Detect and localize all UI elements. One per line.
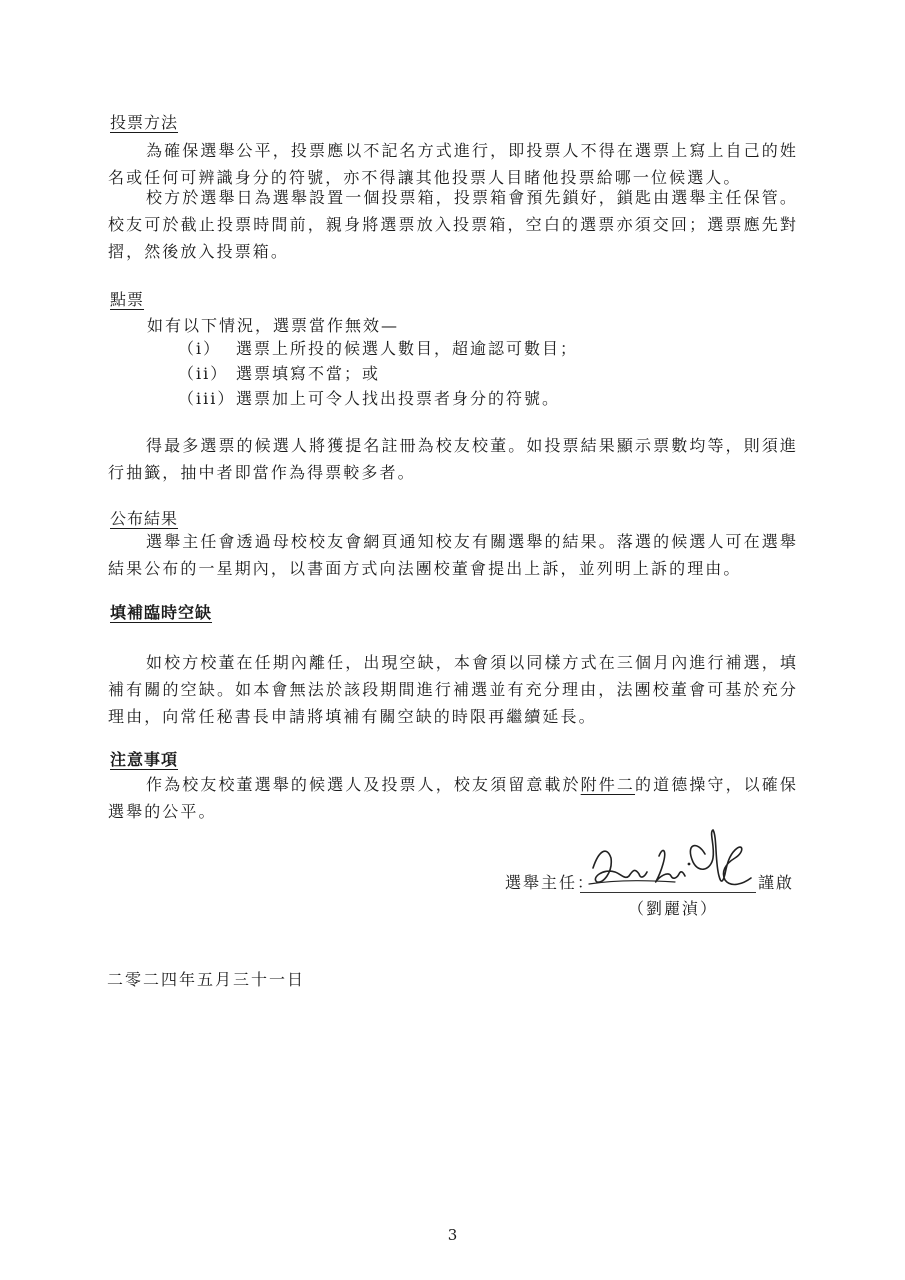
document-date: 二零二四年五月三十一日 [107,970,306,989]
notes-paragraph [108,771,798,825]
results-paragraph: 選舉主任會透過母校校友會網頁通知校友有關選舉的結果。落選的候選人可在選舉結果公布的一星期內，以書面方式向法團校董會提出上訴，並列明上訴的理由。 [108,532,798,578]
item-number: （i） [178,339,222,358]
voting-paragraph-2: 校方於選舉日為選舉設置一個投票箱，投票箱會預先鎖好，鎖匙由選舉主任保管。校友可於截止投票時間前，親身將選票放入投票箱，空白的選票亦須交回；選票應先對摺，然後放入投票箱。 [108,188,798,261]
counting-paragraph-2: 得最多選票的候選人將獲提名註冊為校友校董。如投票結果顯示票數均等，則須進行抽籤，抽中者即當作為得票較多者。 [108,436,798,482]
notes-text-after: 的道德操守，以確保選舉的公平。 [108,775,799,821]
section-heading-counting: 點票 [110,290,145,309]
notes-text-before: 作為校友校董選舉的候選人及投票人，校友須留意載於 [146,775,581,794]
counting-intro: 如有以下情況，選票當作無效— [147,316,400,335]
annex-reference: 附件二 [580,775,636,794]
voting-paragraph-1: 為確保選舉公平，投票應以不記名方式進行，即投票人不得在選票上寫上自己的姓名或任何可辨識身分的符號，亦不得讓其他投票人目睹他投票給哪一位候選人。 [108,141,798,187]
signature-label: 選舉主任： [505,873,596,892]
item-text: 選票上所投的候選人數目，超逾認可數目； [236,339,579,358]
signature-closing: 謹啟 [758,873,795,892]
section-heading-voting: 投票方法 [110,113,179,132]
section-heading-notes: 注意事項 [110,750,179,769]
item-text: 選票加上可令人找出投票者身分的符號。 [236,389,561,408]
signatory-name: （劉麗湞） [628,899,719,918]
page-number: 3 [447,1226,458,1244]
item-text: 選票填寫不當；或 [236,364,381,383]
invalid-ballot-item-3 [178,386,560,409]
signature-line [580,892,756,893]
invalid-ballot-item-1 [178,336,578,359]
item-number: （iii） [178,389,236,408]
section-heading-results: 公布結果 [110,509,179,528]
invalid-ballot-item-2 [178,361,380,384]
item-number: （ii） [178,364,229,383]
vacancy-paragraph: 如校方校董在任期內離任，出現空缺，本會須以同樣方式在三個月內進行補選，填補有關的空缺。如本會無法於該段期間進行補選並有充分理由，法團校董會可基於充分理由，向常任秘書長申請將填補有關空缺的時限再繼續延長。 [108,653,798,726]
section-heading-vacancy: 填補臨時空缺 [110,603,213,622]
handwritten-signature [585,828,755,898]
